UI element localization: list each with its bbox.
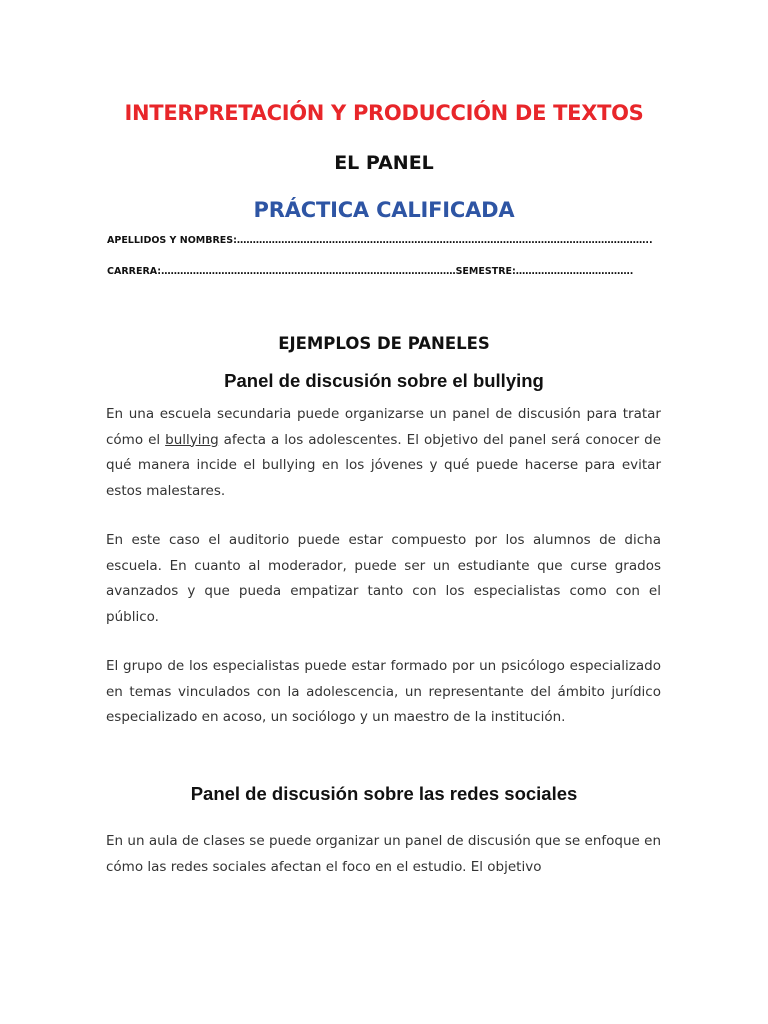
semester-blank: ………………………………. bbox=[515, 266, 634, 277]
paragraph-bullying-intro bbox=[106, 402, 661, 504]
paragraph-text: afecta a los adolescentes. El objetivo del panel será conocer de qué manera incide el bullying en los jóvenes y qué puede hacerse para evitar estos malestares. bbox=[106, 431, 662, 499]
panel-social-media-heading: Panel de discusión sobre las redes sociales bbox=[190, 783, 578, 804]
names-field bbox=[107, 235, 653, 246]
paragraph-social-media: En un aula de clases se puede organizar un panel de discusión que se enfoque en cómo las redes sociales afectan el foco en el estudio. El objetivo bbox=[106, 833, 661, 875]
document-title: INTERPRETACIÓN Y PRODUCCIÓN DE TEXTOS bbox=[124, 101, 644, 125]
names-label: APELLIDOS Y NOMBRES: bbox=[107, 235, 237, 246]
bullying-link[interactable]: bullying bbox=[165, 431, 219, 448]
career-label: CARRERA: bbox=[107, 266, 162, 277]
names-blank: ………………………………………………………………………………………………………………….. bbox=[236, 235, 653, 246]
paragraph-specialists: El grupo de los especialistas puede estar formado por un psicólogo especializado en temas vinculados con la adolescencia, un representante del ámbito jurídico especializado en acoso, un sociólogo y un maestro de la institución. bbox=[106, 658, 661, 725]
paragraph-text: En una escuela secundaria puede organizarse un panel de discusión para tratar cómo el bbox=[106, 406, 661, 448]
career-semester-field bbox=[107, 266, 633, 277]
section-title: EJEMPLOS DE PANELES bbox=[278, 334, 490, 353]
document-subtitle: EL PANEL bbox=[334, 152, 434, 174]
career-blank: ………………………………………………………………………………… bbox=[161, 266, 456, 277]
panel-bullying-heading: Panel de discusión sobre el bullying bbox=[224, 370, 544, 391]
paragraph-audience: En este caso el auditorio puede estar compuesto por los alumnos de dicha escuela. En cuanto al moderador, puede ser un estudiante que curse grados avanzados y que pueda empatizar tanto con los especialistas como con el público. bbox=[106, 532, 661, 625]
semester-label: SEMESTRE: bbox=[455, 266, 516, 277]
practice-title: PRÁCTICA CALIFICADA bbox=[253, 198, 515, 222]
